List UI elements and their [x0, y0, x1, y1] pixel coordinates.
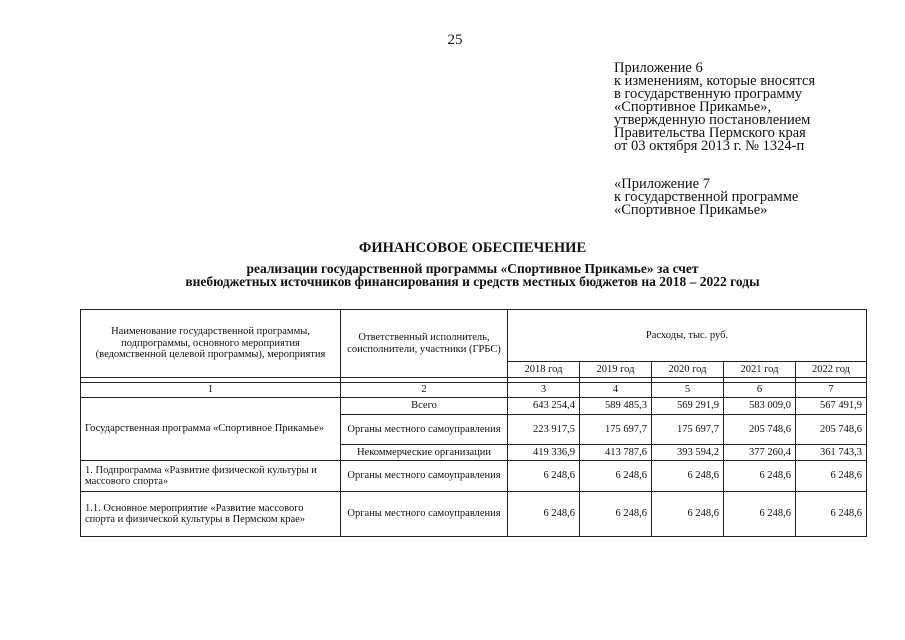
value-cell: 419 336,9 — [508, 445, 580, 461]
appendix-6-line: к изменениям, которые вносятся — [614, 73, 816, 89]
value-cell: 175 697,7 — [652, 415, 724, 445]
executor-cell: Органы местного самоуправления — [341, 461, 508, 492]
table-row — [81, 461, 867, 492]
executor-cell: Органы местного самоуправления — [341, 492, 508, 537]
appendix-7-block — [614, 178, 798, 217]
value-cell: 6 248,6 — [508, 461, 580, 492]
value-cell: 6 248,6 — [796, 492, 867, 537]
value-cell: 6 248,6 — [580, 492, 652, 537]
value-cell: 6 248,6 — [724, 492, 796, 537]
appendix-7-line: к государственной программе — [614, 189, 799, 205]
appendix-6-line: Приложение 6 — [614, 60, 703, 76]
header-year: 2020 год — [652, 362, 724, 378]
column-number: 2 — [341, 383, 508, 398]
executor-cell: Некоммерческие организации — [341, 445, 508, 461]
executor-cell: Органы местного самоуправления — [341, 415, 508, 445]
appendix-6-line: «Спортивное Прикамье», — [614, 99, 772, 115]
column-number: 7 — [796, 383, 867, 398]
value-cell: 223 917,5 — [508, 415, 580, 445]
value-cell: 6 248,6 — [580, 461, 652, 492]
value-cell: 205 748,6 — [796, 415, 867, 445]
column-number: 6 — [724, 383, 796, 398]
column-number: 4 — [580, 383, 652, 398]
header-name-cell: Наименование государственной программы, подпрограммы, основного мероприятия (ведомственной целевой программы), мероприятия — [81, 310, 341, 378]
header-executor-cell: Ответственный исполнитель, соисполнители, участники (ГРБС) — [341, 310, 508, 378]
header-expenses-cell: Расходы, тыс. руб. — [508, 310, 867, 362]
appendix-6-block — [614, 62, 815, 153]
value-cell: 205 748,6 — [724, 415, 796, 445]
appendix-6-line: утвержденную постановлением — [614, 112, 811, 128]
value-cell: 361 743,3 — [796, 445, 867, 461]
value-cell: 567 491,9 — [796, 398, 867, 415]
column-number-row — [81, 383, 867, 398]
header-year: 2018 год — [508, 362, 580, 378]
header-year: 2021 год — [724, 362, 796, 378]
value-cell: 643 254,4 — [508, 398, 580, 415]
value-cell: 6 248,6 — [724, 461, 796, 492]
value-cell: 175 697,7 — [580, 415, 652, 445]
value-cell: 413 787,6 — [580, 445, 652, 461]
value-cell: 583 009,0 — [724, 398, 796, 415]
appendix-7-line: «Приложение 7 — [614, 176, 710, 192]
appendix-7-line: «Спортивное Прикамье» — [614, 202, 768, 218]
appendix-6-line: от 03 октября 2013 г. № 1324-п — [614, 138, 805, 154]
document-subtitle-line-1: реализации государственной программы «Спортивное Прикамье» за счет — [246, 261, 699, 276]
value-cell: 6 248,6 — [652, 492, 724, 537]
column-number: 3 — [508, 383, 580, 398]
column-number: 5 — [652, 383, 724, 398]
value-cell: 393 594,2 — [652, 445, 724, 461]
column-number: 1 — [81, 383, 341, 398]
appendix-6-line: Правительства Пермского края — [614, 125, 806, 141]
table-row — [81, 398, 867, 415]
value-cell: 6 248,6 — [796, 461, 867, 492]
subprogram-name-cell: 1. Подпрограмма «Развитие физической культуры и массового спорта» — [81, 461, 341, 492]
header-year: 2022 год — [796, 362, 867, 378]
value-cell: 6 248,6 — [508, 492, 580, 537]
value-cell: 6 248,6 — [652, 461, 724, 492]
value-cell: 569 291,9 — [652, 398, 724, 415]
document-subtitle-line-2: внебюджетных источников финансирования и средств местных бюджетов на 2018 – 2022 годы — [185, 274, 760, 289]
value-cell: 377 260,4 — [724, 445, 796, 461]
header-year: 2019 год — [580, 362, 652, 378]
financing-table — [80, 309, 867, 537]
appendix-6-line: в государственную программу — [614, 86, 803, 102]
table-row — [81, 492, 867, 537]
program-name-cell: Государственная программа «Спортивное Прикамье» — [81, 398, 341, 461]
value-cell: 589 485,3 — [580, 398, 652, 415]
document-title: ФИНАНСОВОЕ ОБЕСПЕЧЕНИЕ — [358, 240, 587, 256]
executor-cell: Всего — [341, 398, 508, 415]
page-number: 25 — [447, 32, 463, 48]
activity-name-cell: 1.1. Основное мероприятие «Развитие массового спорта и физической культуры в Пермском крае» — [81, 492, 341, 537]
